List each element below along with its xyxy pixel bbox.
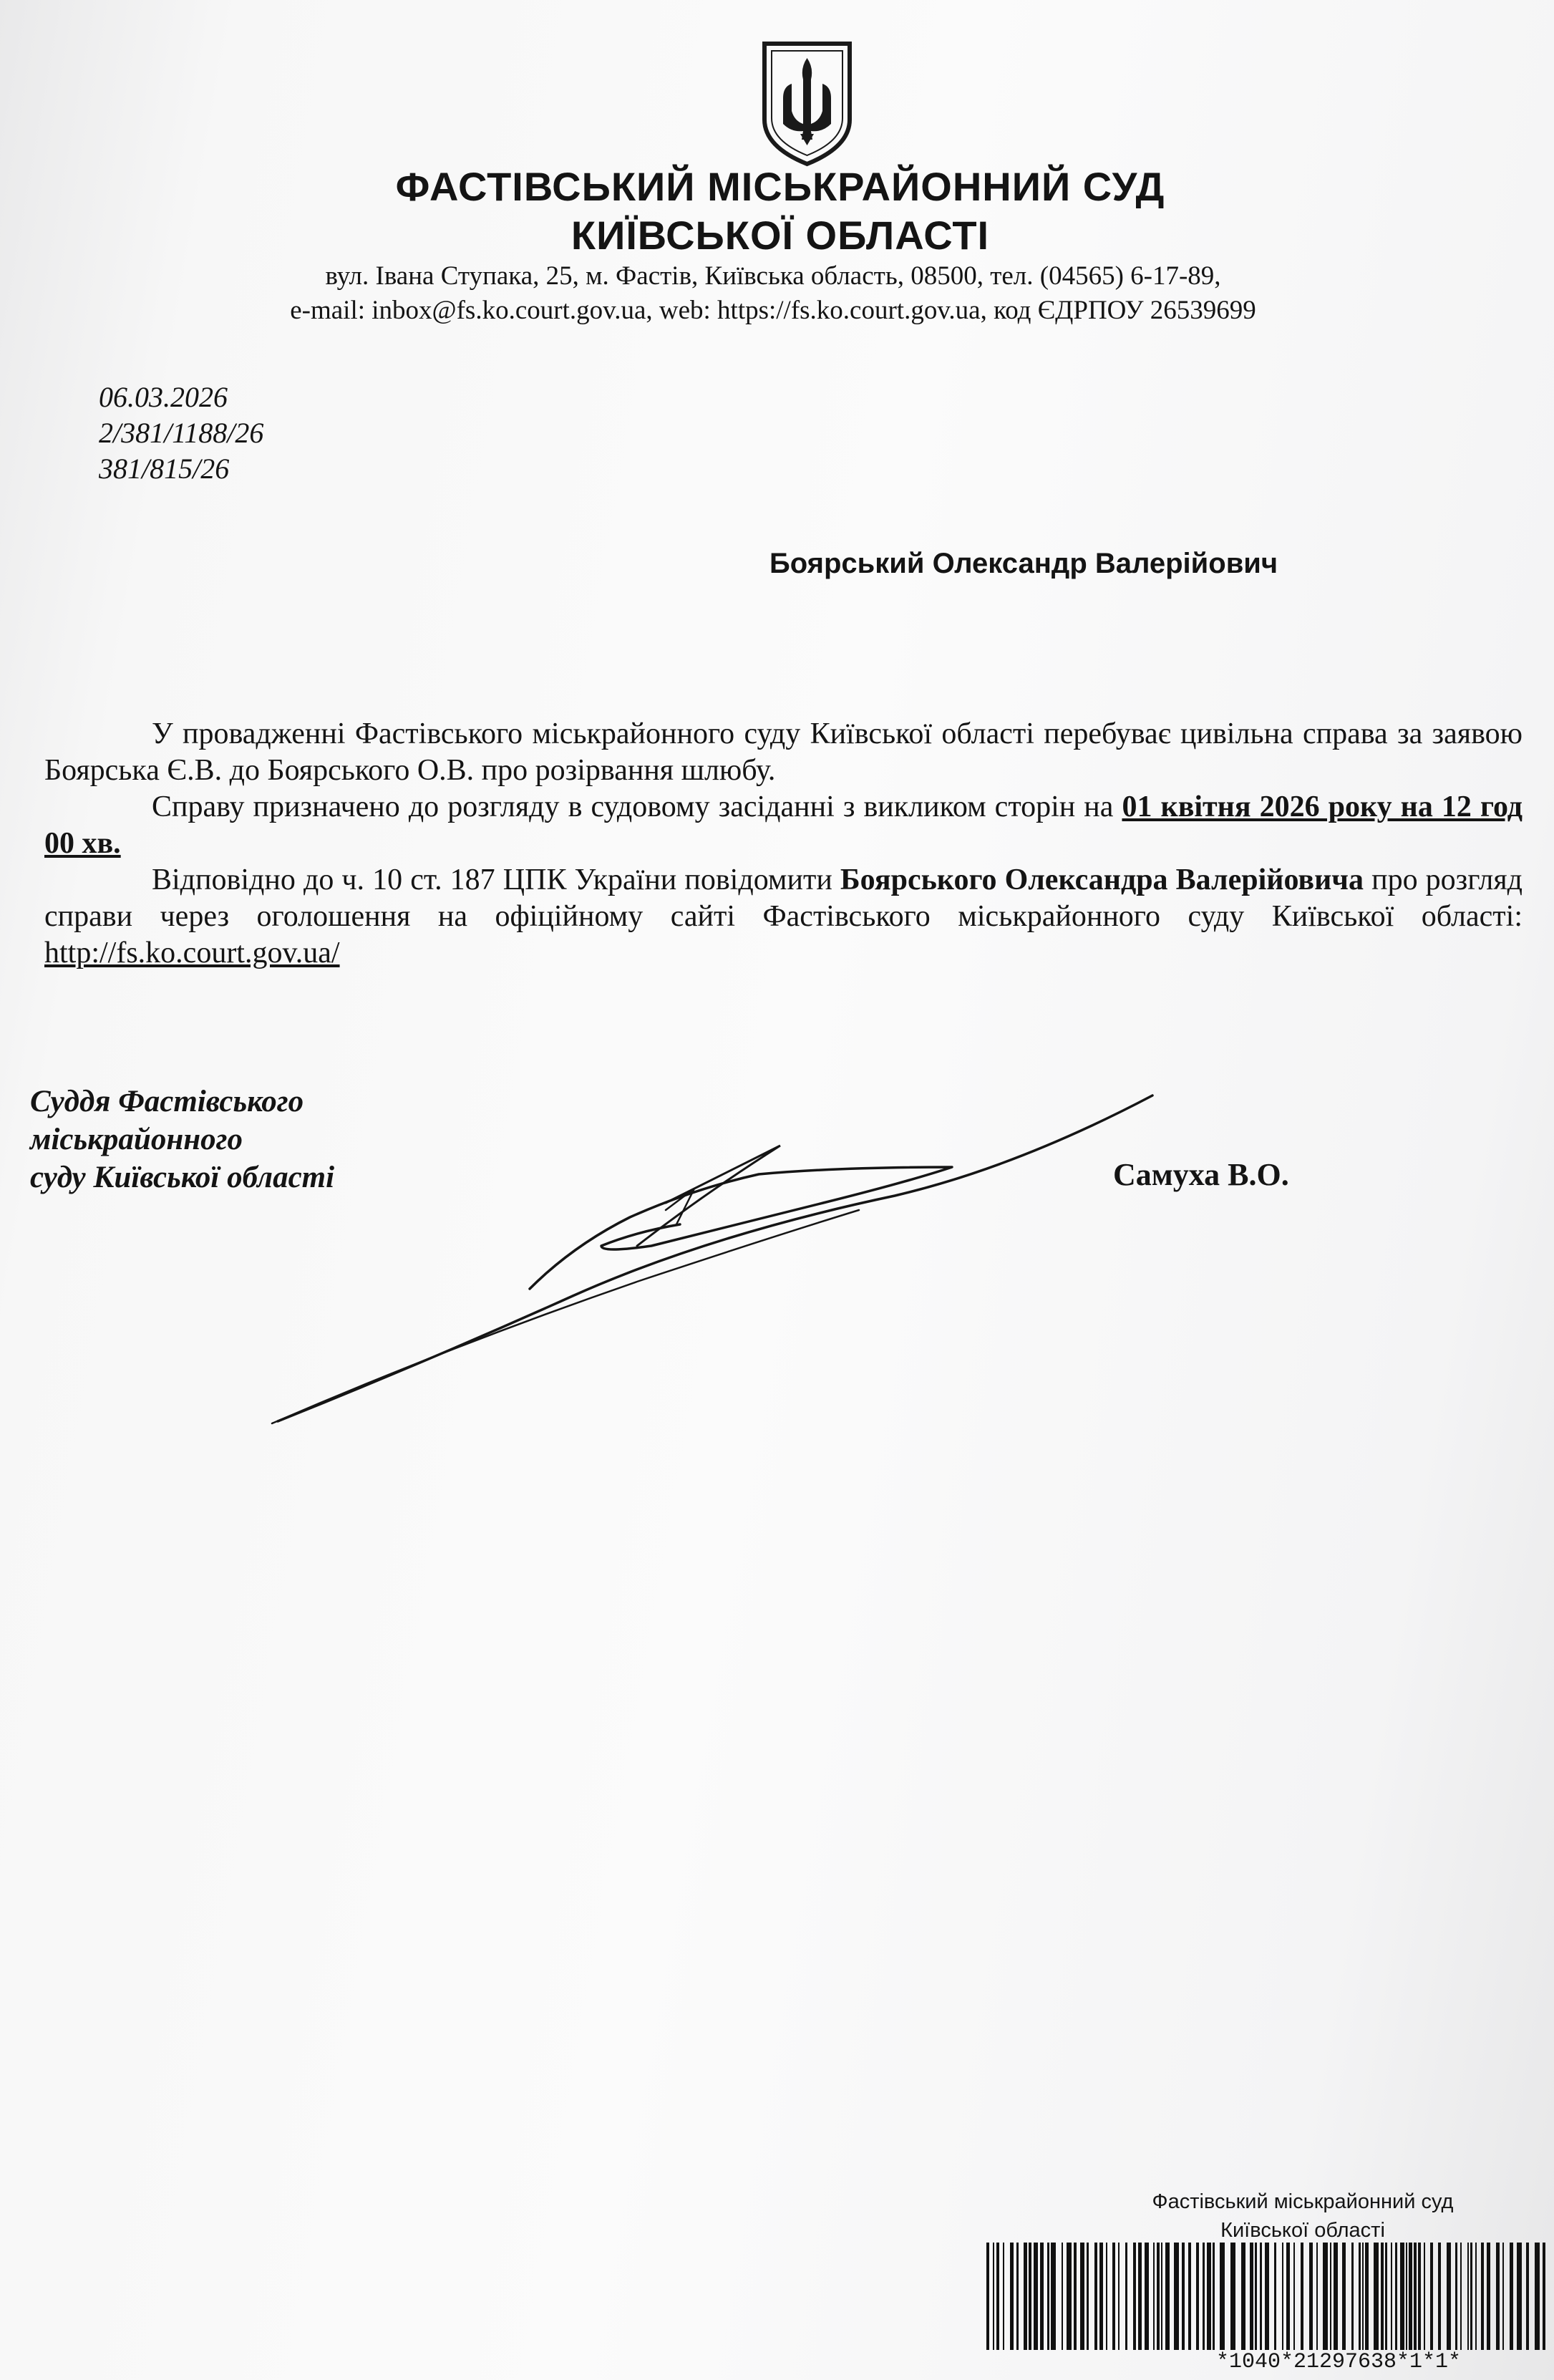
barcode-bar — [1406, 2243, 1407, 2350]
outgoing-number: 381/815/26 — [99, 453, 230, 485]
barcode-bar — [1424, 2243, 1425, 2350]
barcode-bar — [1153, 2243, 1155, 2350]
barcode-bar — [1409, 2243, 1412, 2350]
barcode-bar — [1003, 2243, 1004, 2350]
barcode-bar — [1365, 2243, 1369, 2350]
barcode-bar — [1400, 2243, 1404, 2350]
barcode-bar — [1362, 2243, 1364, 2350]
barcode-bar — [1543, 2243, 1545, 2350]
paragraph-notice — [44, 862, 1523, 972]
barcode-bar — [986, 2243, 989, 2350]
barcode-bar — [993, 2243, 994, 2350]
barcode-bar — [1138, 2243, 1142, 2350]
barcode-bar — [1351, 2243, 1354, 2350]
barcode-bar — [1125, 2243, 1127, 2350]
judge-title-line2: міськрайонного — [30, 1123, 243, 1156]
barcode-bar — [1182, 2243, 1185, 2350]
barcode-bar — [1074, 2243, 1077, 2350]
paragraph-proceedings: У провадженні Фастівського міськрайонного суду Київської області перебуває цивільна справа за заявою Боярська Є.В. до Боярського О.В. про розірвання шлюбу. — [44, 717, 1523, 787]
barcode-bar — [1470, 2243, 1472, 2350]
judge-title-line1: Суддя Фастівського — [30, 1085, 304, 1118]
barcode-bar — [1165, 2243, 1170, 2350]
notice-text-after: про розгляд справи через оголошення на офіційному сайті Фастівського міськрайонного суду Київської області: — [44, 864, 1523, 933]
barcode — [982, 2243, 1548, 2361]
barcode-bar — [1067, 2243, 1072, 2350]
barcode-bar — [1438, 2243, 1441, 2350]
barcode-bar — [1099, 2243, 1103, 2350]
barcode-bar — [1112, 2243, 1115, 2350]
barcode-bar — [1374, 2243, 1379, 2350]
barcode-bar — [1230, 2243, 1235, 2350]
barcode-bar — [1087, 2243, 1089, 2350]
barcode-bar — [1467, 2243, 1469, 2350]
letter-body — [44, 716, 1523, 972]
court-contacts: e-mail: inbox@fs.ko.court.gov.ua, web: https://fs.ko.court.gov.ua, код ЄДРПОУ 26539699 — [290, 296, 1256, 325]
barcode-bar — [1188, 2243, 1191, 2350]
barcode-bar — [1220, 2243, 1225, 2350]
barcode-bar — [1395, 2243, 1397, 2350]
barcode-bar — [1010, 2243, 1014, 2350]
barcode-number: *1040*21297638*1*1* — [1215, 2350, 1462, 2374]
barcode-bar — [1391, 2243, 1392, 2350]
coat-of-arms-icon — [759, 39, 855, 168]
defendant-name: Боярського Олександра Валерійовича — [840, 864, 1364, 896]
barcode-bar — [1301, 2243, 1303, 2350]
barcode-bar — [1047, 2243, 1049, 2350]
barcode-bar — [1161, 2243, 1162, 2350]
barcode-bar — [1510, 2243, 1513, 2350]
addressee-name: Боярський Олександр Валерійович — [769, 548, 1278, 579]
barcode-bar — [1293, 2243, 1295, 2350]
barcode-bar — [1213, 2243, 1215, 2350]
document-date: 06.03.2026 — [99, 381, 228, 413]
barcode-bar — [1174, 2243, 1179, 2350]
barcode-bar — [1034, 2243, 1038, 2350]
barcode-bar — [1255, 2243, 1257, 2350]
barcode-bar — [1196, 2243, 1199, 2350]
barcode-bar — [1029, 2243, 1031, 2350]
document-references — [99, 379, 263, 487]
barcode-bar — [1475, 2243, 1477, 2350]
barcode-bar — [1385, 2243, 1387, 2350]
barcode-bar — [1080, 2243, 1084, 2350]
barcode-bar — [1040, 2243, 1044, 2350]
barcode-bar — [1024, 2243, 1027, 2350]
barcode-bar — [1481, 2243, 1484, 2350]
barcode-bar — [1051, 2243, 1056, 2350]
hearing-text: Справу призначено до розгляду в судовому засіданні з викликом сторін на — [152, 790, 1122, 823]
paragraph-hearing — [44, 789, 1523, 862]
handwritten-signature — [265, 1081, 1167, 1439]
barcode-bar — [1207, 2243, 1211, 2350]
court-address: вул. Івана Ступака, 25, м. Фастів, Київська область, 08500, тел. (04565) 6-17-89, — [325, 261, 1221, 291]
barcode-bar — [1286, 2243, 1290, 2350]
barcode-bar — [1496, 2243, 1500, 2350]
barcode-bar — [1133, 2243, 1136, 2350]
barcode-bar — [1447, 2243, 1451, 2350]
barcode-bar — [1118, 2243, 1120, 2350]
barcode-bar — [1157, 2243, 1160, 2350]
barcode-bar — [1274, 2243, 1276, 2350]
barcode-bar — [1414, 2243, 1417, 2350]
barcode-bar — [1342, 2243, 1346, 2350]
barcode-bar — [1241, 2243, 1245, 2350]
barcode-bar — [1455, 2243, 1457, 2350]
hearing-date: 01 квітня 2026 року на 12 год 00 хв. — [44, 790, 1523, 860]
court-website-link[interactable]: http://fs.ko.court.gov.ua/ — [44, 937, 340, 969]
barcode-bar — [996, 2243, 999, 2350]
barcode-bar — [1502, 2243, 1504, 2350]
barcode-bar — [1282, 2243, 1283, 2350]
barcode-bar — [1535, 2243, 1540, 2350]
court-name-line1: ФАСТІВСЬКИЙ МІСЬКРАЙОННИЙ СУД — [395, 164, 1165, 209]
barcode-bar — [1309, 2243, 1313, 2350]
barcode-bar — [1250, 2243, 1253, 2350]
barcode-bar — [1460, 2243, 1462, 2350]
stamp-line1: Фастівський міськрайонний суд — [1152, 2190, 1454, 2213]
barcode-bar — [1487, 2243, 1490, 2350]
court-name-line2: КИЇВСЬКОЇ ОБЛАСТІ — [570, 213, 990, 258]
notice-text-before: Відповідно до ч. 10 ст. 187 ЦПК України повідомити — [152, 864, 840, 896]
barcode-bar — [1359, 2243, 1361, 2350]
barcode-bar — [1517, 2243, 1522, 2350]
barcode-bar — [1418, 2243, 1421, 2350]
barcode-bar — [1381, 2243, 1384, 2350]
barcode-bar — [1106, 2243, 1107, 2350]
barcode-bar — [1526, 2243, 1529, 2350]
judge-title-line3: суду Київської області — [30, 1161, 335, 1194]
registry-stamp — [1138, 2187, 1467, 2245]
barcode-bar — [1094, 2243, 1097, 2350]
barcode-bar — [1334, 2243, 1338, 2350]
barcode-bar — [1016, 2243, 1019, 2350]
case-number: 2/381/1188/26 — [99, 417, 264, 449]
barcode-bar — [1330, 2243, 1331, 2350]
barcode-bar — [1260, 2243, 1262, 2350]
barcode-bar — [1323, 2243, 1328, 2350]
barcode-bar — [1430, 2243, 1433, 2350]
barcode-bar — [1145, 2243, 1149, 2350]
barcode-bar — [1265, 2243, 1269, 2350]
barcode-bar — [1316, 2243, 1318, 2350]
barcode-bar — [1203, 2243, 1205, 2350]
judge-name: Самуха В.О. — [1113, 1157, 1289, 1192]
stamp-line2: Київської області — [1220, 2219, 1385, 2242]
barcode-bar — [1062, 2243, 1063, 2350]
